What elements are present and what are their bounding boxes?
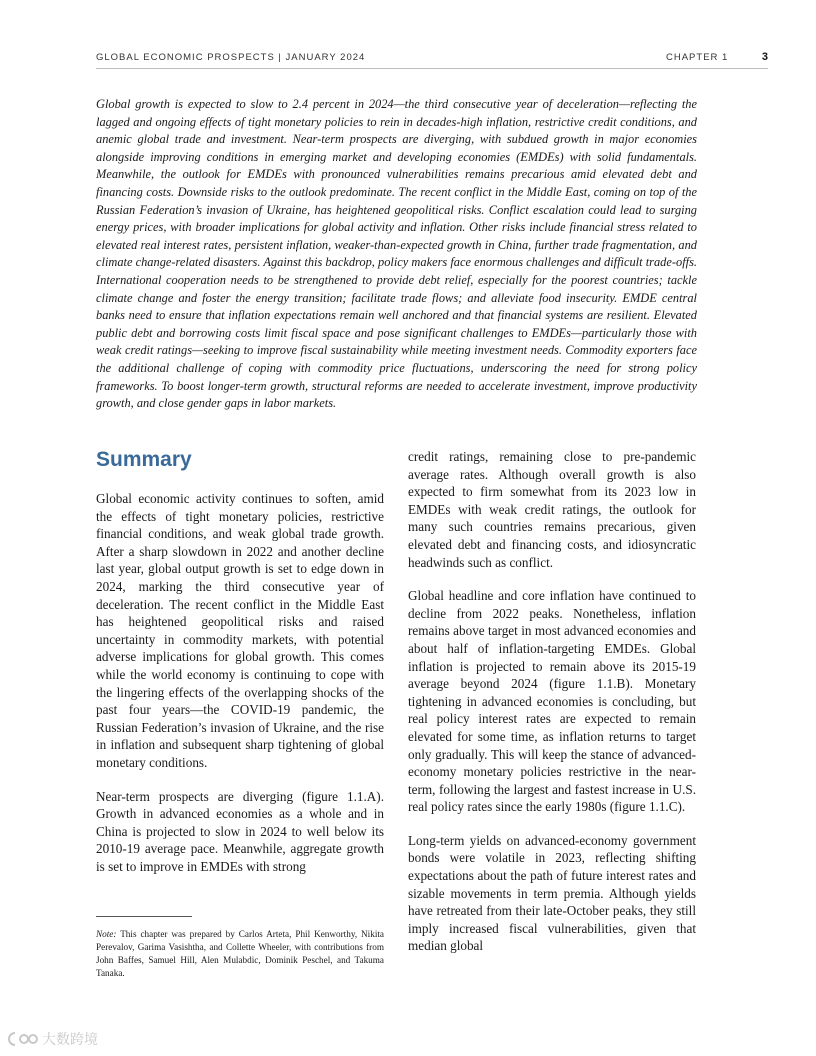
right-column — [408, 448, 696, 971]
section-heading: Summary — [96, 448, 192, 471]
left-column — [96, 446, 384, 891]
body-paragraph: Near-term prospects are diverging (figure 1.1.A). Growth in advanced economies as a whole and in China is projected to slow in 2024 to well below its 2010-19 average pace. Meanwhile, aggregate growth is set to improve in EMDEs with strong — [96, 788, 384, 874]
watermark — [8, 1028, 98, 1050]
header-divider — [96, 68, 768, 69]
chapter-label: CHAPTER 1 — [666, 52, 729, 63]
publication-title: GLOBAL ECONOMIC PROSPECTS | JANUARY 2024 — [96, 52, 366, 63]
page-number: 3 — [761, 51, 768, 63]
running-head — [96, 52, 768, 66]
brand-logo-icon — [8, 1030, 38, 1048]
body-paragraph: Global economic activity continues to soften, amid the effects of tight monetary policies, restrictive financial conditions, and weak global trade growth. After a sharp slowdown in 2022 and another decline last year, global output growth is set to edge down in 2024, marking the third consecutive year of deceleration. The recent conflict in the Middle East has heightened geopolitical risks and raised uncertainty in commodity markets, with potential adverse implications for global growth. This comes while the world economy is continuing to cope with the lingering effects of the overlapping shocks of the past four years—the COVID-19 pandemic, the Russian Federation’s invasion of Ukraine, and the rise in inflation and subsequent sharp tightening of global monetary conditions. — [96, 491, 384, 770]
watermark-text: 大数跨境 — [42, 1032, 98, 1048]
body-paragraph: Long-term yields on advanced-economy government bonds were volatile in 2023, reflecting shifting expectations about the path of future interest rates and sizable movements in term premia. Although yields have retreated from their late-October peaks, they still imply increased fiscal vulnerabilities, given that median global — [408, 832, 696, 954]
body-paragraph: credit ratings, remaining close to pre-pandemic average rates. Although overall growth is also expected to firm somewhat from its 2023 low in EMDEs with weak credit ratings, the outlook for many such countries remains precarious, given elevated debt and financing costs, and idiosyncratic headwinds such as conflict. — [408, 449, 696, 570]
body-paragraph: Global headline and core inflation have continued to decline from 2022 peaks. Nonetheless, inflation remains above target in most advanced economies and about half of inflation-targeting EMDEs. Global inflation is projected to remain above its 2015-19 average beyond 2024 (figure 1.1.B). Monetary tightening in advanced economies is concluding, but real policy interest rates are expected to remain elevated for some time, as inflation returns to target only gradually. This will keep the stance of advanced-economy monetary policies restrictive in the near-term, following the largest and fastest increase in U.S. real policy rates since the early 1980s (figure 1.1.C). — [408, 588, 696, 815]
footnote-label: Note: — [96, 929, 117, 939]
chapter-abstract: Global growth is expected to slow to 2.4 percent in 2024—the third consecutive year of deceleration—reflecting the lagged and ongoing effects of tight monetary policies to rein in decades-high inflation, restrictive credit conditions, and anemic global trade and investment. Near-term prospects are diverging, with subdued growth in major economies alongside improving conditions in emerging market and developing economies (EMDEs) with solid fundamentals. Meanwhile, the outlook for EMDEs with pronounced vulnerabilities remains precarious amid elevated debt and financing costs. Downside risks to the outlook predominate. The recent conflict in the Middle East, coming on top of the Russian Federation’s invasion of Ukraine, has heightened geopolitical risks. Conflict escalation could lead to surging energy prices, with broader implications for global activity and inflation. Other risks include financial stress related to elevated real interest rates, persistent inflation, weaker-than-expected growth in China, further trade fragmentation, and climate change-related disasters. Against this backdrop, policy makers face enormous challenges and difficult trade-offs. International cooperation needs to be strengthened to provide debt relief, especially for the poorest countries; tackle climate change and foster the energy transition; facilitate trade flows; and alleviate food insecurity. EMDE central banks need to ensure that inflation expectations remain well anchored and that financial systems are resilient. Elevated public debt and borrowing costs limit fiscal space and pose significant challenges to EMDEs—particularly those with weak credit ratings—seeking to improve fiscal sustainability while meeting investment needs. Commodity exporters face the additional challenge of coping with commodity price fluctuations, underscoring the need for strong policy frameworks. To boost longer-term growth, structural reforms are needed to accelerate investment, improve productivity growth, and close gender gaps in labor markets. — [96, 97, 697, 411]
footnote-divider — [96, 916, 192, 917]
footnote — [96, 928, 384, 980]
footnote-text: This chapter was prepared by Carlos Arteta, Phil Kenworthy, Nikita Perevalov, Garima Vasishtha, and Collette Wheeler, with contributions from John Baffes, Samuel Hill, Alen Mulabdic, Dominik Peschel, and Takuma Tanaka. — [96, 929, 384, 978]
